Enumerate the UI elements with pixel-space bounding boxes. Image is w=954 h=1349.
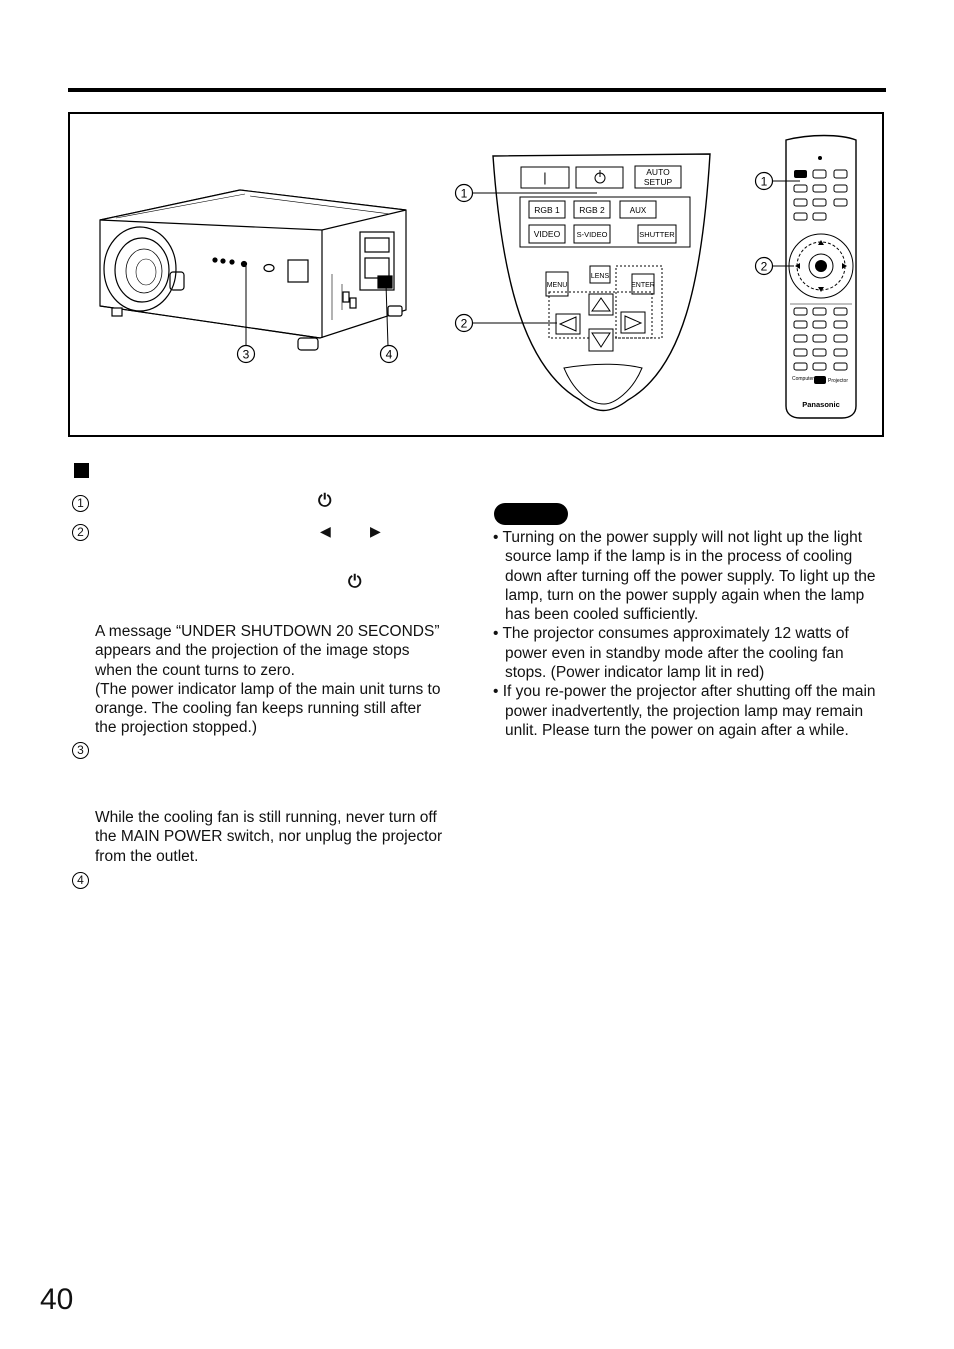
shutdown-message-paragraph: A message “UNDER SHUTDOWN 20 SECONDS” appears and the projection of the image stops when the count turns to zero. (The power indicator lamp of the main unit turns to orange. The cooling fan keeps running still after the projection stopped.) [95,623,441,737]
callout-1-remote-marker [756,173,773,190]
svg-text:RGB 2: RGB 2 [579,205,605,215]
svg-text:VIDEO: VIDEO [533,229,561,239]
svg-text:LENS: LENS [590,273,610,280]
header-rule [68,88,886,92]
note-item: • The projector consumes approximately 12 watts of power even in standby mode after the cooling fan stops. (Power indicator lamp lit in red) [493,625,849,682]
svg-text:2: 2 [460,316,468,331]
projector-illustration [100,190,406,350]
note-badge [494,503,568,525]
svg-text:ENTER: ENTER [631,282,655,289]
cooling-fan-warning-paragraph: While the cooling fan is still running, never turn off the MAIN POWER switch, nor unplug the projector from the outlet. [95,809,443,865]
svg-text:|: | [543,170,547,185]
svg-text:S-VIDEO: S-VIDEO [576,230,608,239]
svg-text:RGB 1: RGB 1 [534,205,560,215]
notes-list [493,528,888,740]
step-2-number: 2 [72,524,89,541]
note-item: • Turning on the power supply will not light up the light source lamp if the lamp is in the process of cooling down after turning off the power supply. To light up the lamp, turn on the power supply again when the lamp has been cooled sufficiently. [493,529,876,624]
svg-text:Panasonic: Panasonic [802,400,840,409]
step-3-number: 3 [72,742,89,759]
power-icon: ⏻ [318,491,332,511]
step-4-number: 4 [72,872,89,889]
svg-text:Projector: Projector [828,378,849,384]
note-item: • If you re-power the projector after shutting off the main power inadvertently, the projection lamp may remain unlit. Please turn the power on again after a while. [493,683,876,739]
control-panel-illustration [472,154,710,411]
svg-text:2: 2 [760,259,768,274]
power-icon: ⏻ [348,572,362,592]
callout-2-panel-marker [456,315,473,332]
svg-text:SHUTTER: SHUTTER [639,230,675,239]
page-number: 40 [40,1283,74,1316]
remote-control-illustration [772,136,856,419]
svg-text:AUX: AUX [629,206,647,215]
callout-4-marker [381,346,398,363]
svg-text:Computer: Computer [792,376,814,382]
svg-text:SETUP: SETUP [643,177,673,187]
left-arrow-icon: ◀ [320,524,331,540]
svg-text:MENU: MENU [546,282,568,289]
section-heading-square [74,463,89,478]
svg-text:4: 4 [385,347,393,362]
callout-3-marker [238,346,255,363]
svg-text:1: 1 [760,174,768,189]
callout-1-panel-marker [456,185,473,202]
svg-text:3: 3 [242,347,250,362]
callout-2-remote-marker [756,258,773,275]
figure-illustration [70,114,882,435]
right-arrow-icon: ▶ [370,524,381,540]
svg-text:AUTO: AUTO [646,167,670,177]
svg-text:1: 1 [460,186,468,201]
step-1-number: 1 [72,495,89,512]
